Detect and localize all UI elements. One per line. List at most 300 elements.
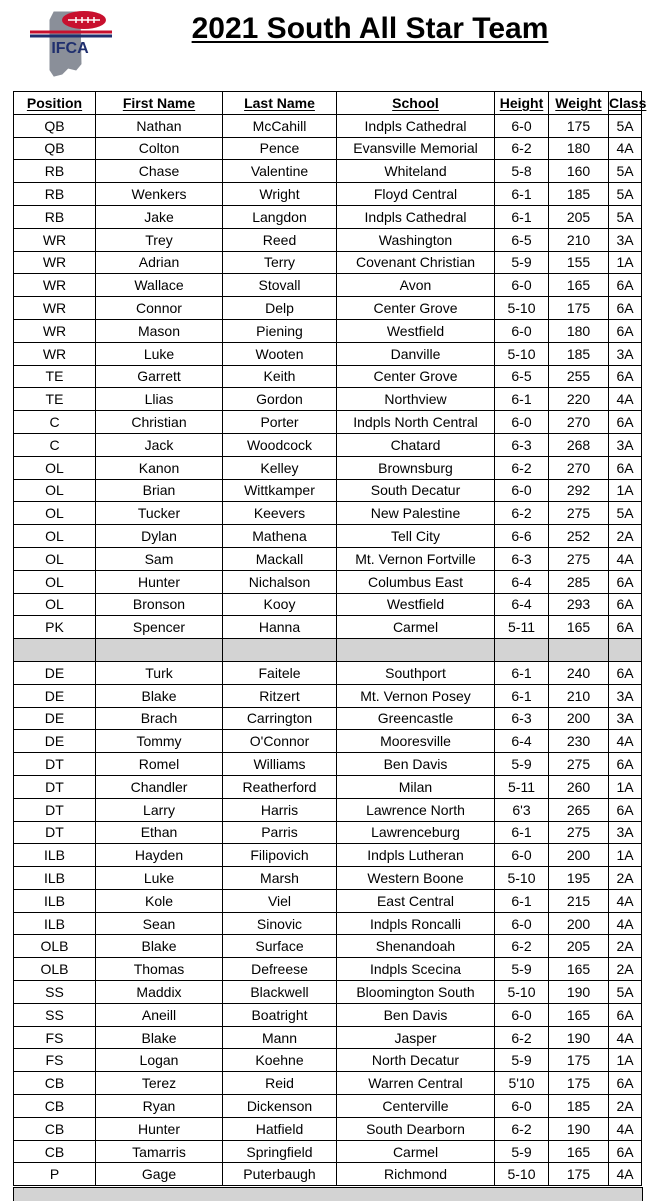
cell-weight: 175 — [549, 1072, 609, 1095]
cell-weight: 165 — [549, 958, 609, 981]
cell-weight: 175 — [549, 114, 609, 137]
cell-position: OL — [14, 593, 96, 616]
cell-weight: 210 — [549, 684, 609, 707]
cell-last-name: Blackwell — [223, 981, 337, 1004]
cell-first-name: Sean — [96, 912, 223, 935]
cell-height: 6-2 — [495, 456, 549, 479]
cell-last-name: Keith — [223, 365, 337, 388]
cell-last-name: Defreese — [223, 958, 337, 981]
cell-height: 5-9 — [495, 753, 549, 776]
cell-height: 6-0 — [495, 912, 549, 935]
table-row — [14, 525, 642, 548]
cell-last-name: Dickenson — [223, 1095, 337, 1118]
cell-last-name: Nichalson — [223, 570, 337, 593]
cell-school: East Central — [337, 889, 495, 912]
cell-height: 5-10 — [495, 297, 549, 320]
table-row — [14, 456, 642, 479]
cell-last-name: Hatfield — [223, 1117, 337, 1140]
table-row — [14, 867, 642, 890]
table-row — [14, 1049, 642, 1072]
cell-class: 4A — [609, 547, 642, 570]
cell-school: South Decatur — [337, 479, 495, 502]
cell-weight: 165 — [549, 1003, 609, 1026]
cell-height: 6-3 — [495, 707, 549, 730]
cell-first-name: Brach — [96, 707, 223, 730]
cell-height: 6-1 — [495, 661, 549, 684]
cell-position: DE — [14, 730, 96, 753]
cell-first-name: Ethan — [96, 821, 223, 844]
cell-last-name: Valentine — [223, 160, 337, 183]
cell-position: RB — [14, 183, 96, 206]
cell-height: 6-5 — [495, 228, 549, 251]
cell-weight: 252 — [549, 525, 609, 548]
cell-school: Westfield — [337, 319, 495, 342]
roster-table — [13, 91, 647, 1186]
logo-text: IFCA — [51, 40, 89, 57]
cell-weight: 292 — [549, 479, 609, 502]
cell-school: Whiteland — [337, 160, 495, 183]
cell-height: 6-4 — [495, 730, 549, 753]
cell-position: ILB — [14, 844, 96, 867]
cell-position: WR — [14, 228, 96, 251]
table-row — [14, 912, 642, 935]
cell-last-name: Piening — [223, 319, 337, 342]
cell-height: 6-1 — [495, 889, 549, 912]
cell-last-name: Porter — [223, 411, 337, 434]
cell-last-name: Sinovic — [223, 912, 337, 935]
cell-weight: 195 — [549, 867, 609, 890]
cell-school: Indpls Cathedral — [337, 114, 495, 137]
cell-class: 4A — [609, 137, 642, 160]
cell-class: 2A — [609, 935, 642, 958]
separator-cell — [223, 639, 337, 662]
roster-body — [14, 114, 642, 1185]
cell-last-name: Langdon — [223, 205, 337, 228]
cell-height: 5-11 — [495, 775, 549, 798]
table-row — [14, 388, 642, 411]
cell-last-name: Terry — [223, 251, 337, 274]
table-row — [14, 707, 642, 730]
separator-cell — [337, 639, 495, 662]
col-height: Height — [495, 92, 549, 115]
cell-class: 5A — [609, 981, 642, 1004]
cell-school: Evansville Memorial — [337, 137, 495, 160]
cell-last-name: Kelley — [223, 456, 337, 479]
cell-position: SS — [14, 1003, 96, 1026]
cell-school: Indpls Roncalli — [337, 912, 495, 935]
col-class: Class — [609, 92, 642, 115]
cell-class: 6A — [609, 753, 642, 776]
cell-last-name: Surface — [223, 935, 337, 958]
cell-last-name: Wittkamper — [223, 479, 337, 502]
cell-first-name: Aneill — [96, 1003, 223, 1026]
cell-last-name: Gordon — [223, 388, 337, 411]
cell-position: DT — [14, 775, 96, 798]
cell-class: 1A — [609, 844, 642, 867]
cell-first-name: Sam — [96, 547, 223, 570]
cell-first-name: Kole — [96, 889, 223, 912]
table-row — [14, 798, 642, 821]
separator-cell — [14, 639, 96, 662]
table-row — [14, 228, 642, 251]
cell-last-name: Mathena — [223, 525, 337, 548]
page-title: 2021 South All Star Team — [191, 12, 549, 45]
cell-school: Indpls Lutheran — [337, 844, 495, 867]
cell-first-name: Terez — [96, 1072, 223, 1095]
cell-weight: 268 — [549, 433, 609, 456]
cell-position: WR — [14, 297, 96, 320]
cell-position: TE — [14, 365, 96, 388]
cell-first-name: Jack — [96, 433, 223, 456]
cell-class: 4A — [609, 1163, 642, 1186]
cell-last-name: Koehne — [223, 1049, 337, 1072]
cell-class: 1A — [609, 479, 642, 502]
table-row — [14, 319, 642, 342]
table-row — [14, 730, 642, 753]
cell-school: Ben Davis — [337, 1003, 495, 1026]
cell-position: ILB — [14, 867, 96, 890]
table-row — [14, 365, 642, 388]
cell-last-name: Stovall — [223, 274, 337, 297]
cell-weight: 185 — [549, 342, 609, 365]
cell-position: RB — [14, 205, 96, 228]
cell-class: 5A — [609, 502, 642, 525]
cell-last-name: Ritzert — [223, 684, 337, 707]
cell-last-name: Puterbaugh — [223, 1163, 337, 1186]
cell-height: 6-4 — [495, 570, 549, 593]
cell-school: Westfield — [337, 593, 495, 616]
separator-cell — [549, 639, 609, 662]
cell-position: OLB — [14, 935, 96, 958]
cell-school: Washington — [337, 228, 495, 251]
cell-school: Danville — [337, 342, 495, 365]
cell-class: 4A — [609, 1026, 642, 1049]
table-row — [14, 661, 642, 684]
cell-position: OL — [14, 570, 96, 593]
cell-position: ILB — [14, 889, 96, 912]
table-row — [14, 433, 642, 456]
cell-first-name: Tommy — [96, 730, 223, 753]
cell-position: SS — [14, 981, 96, 1004]
cell-class: 3A — [609, 684, 642, 707]
cell-weight: 275 — [549, 502, 609, 525]
cell-last-name: Wooten — [223, 342, 337, 365]
cell-class: 4A — [609, 1117, 642, 1140]
cell-last-name: Pence — [223, 137, 337, 160]
cell-last-name: O'Connor — [223, 730, 337, 753]
cell-first-name: Chase — [96, 160, 223, 183]
cell-weight: 180 — [549, 137, 609, 160]
cell-last-name: Faitele — [223, 661, 337, 684]
cell-height: 6-4 — [495, 593, 549, 616]
cell-first-name: Romel — [96, 753, 223, 776]
cell-weight: 190 — [549, 981, 609, 1004]
col-weight: Weight — [549, 92, 609, 115]
cell-position: PK — [14, 616, 96, 639]
table-row — [14, 479, 642, 502]
cell-school: Northview — [337, 388, 495, 411]
cell-class: 6A — [609, 297, 642, 320]
cell-school: Tell City — [337, 525, 495, 548]
cell-first-name: Chandler — [96, 775, 223, 798]
cell-first-name: Kanon — [96, 456, 223, 479]
cell-height: 6-0 — [495, 1003, 549, 1026]
cell-class: 6A — [609, 456, 642, 479]
cell-position: FS — [14, 1026, 96, 1049]
cell-class: 6A — [609, 1140, 642, 1163]
cell-school: Covenant Christian — [337, 251, 495, 274]
cell-school: Indpls Cathedral — [337, 205, 495, 228]
cell-position: WR — [14, 274, 96, 297]
cell-first-name: Colton — [96, 137, 223, 160]
cell-height: 5-9 — [495, 1049, 549, 1072]
cell-weight: 270 — [549, 411, 609, 434]
col-school: School — [337, 92, 495, 115]
cell-class: 3A — [609, 821, 642, 844]
cell-class: 4A — [609, 912, 642, 935]
cell-school: Carmel — [337, 616, 495, 639]
cell-class: 6A — [609, 274, 642, 297]
cell-first-name: Spencer — [96, 616, 223, 639]
cell-class: 6A — [609, 319, 642, 342]
cell-school: Chatard — [337, 433, 495, 456]
cell-weight: 240 — [549, 661, 609, 684]
cell-last-name: Wright — [223, 183, 337, 206]
table-row — [14, 684, 642, 707]
cell-class: 6A — [609, 411, 642, 434]
cell-position: QB — [14, 114, 96, 137]
cell-position: DE — [14, 661, 96, 684]
cell-school: Lawrence North — [337, 798, 495, 821]
cell-height: 6-6 — [495, 525, 549, 548]
cell-school: Columbus East — [337, 570, 495, 593]
cell-height: 6-0 — [495, 411, 549, 434]
cell-first-name: Christian — [96, 411, 223, 434]
cell-school: Indpls North Central — [337, 411, 495, 434]
cell-first-name: Hunter — [96, 1117, 223, 1140]
cell-weight: 275 — [549, 547, 609, 570]
table-row — [14, 205, 642, 228]
cell-position: DT — [14, 753, 96, 776]
cell-school: Mt. Vernon Posey — [337, 684, 495, 707]
cell-class: 6A — [609, 570, 642, 593]
cell-weight: 205 — [549, 935, 609, 958]
cell-school: Mt. Vernon Fortville — [337, 547, 495, 570]
cell-school: Shenandoah — [337, 935, 495, 958]
cell-position: DE — [14, 684, 96, 707]
table-row — [14, 547, 642, 570]
cell-weight: 190 — [549, 1026, 609, 1049]
cell-height: 6-0 — [495, 844, 549, 867]
cell-weight: 165 — [549, 616, 609, 639]
cell-school: Floyd Central — [337, 183, 495, 206]
cell-first-name: Llias — [96, 388, 223, 411]
cell-last-name: McCahill — [223, 114, 337, 137]
cell-weight: 255 — [549, 365, 609, 388]
cell-height: 6-0 — [495, 114, 549, 137]
cell-height: 6-2 — [495, 1026, 549, 1049]
table-row — [14, 1117, 642, 1140]
table-row — [14, 137, 642, 160]
bottom-separator — [13, 1187, 643, 1201]
cell-height: 6-1 — [495, 388, 549, 411]
cell-weight: 200 — [549, 844, 609, 867]
cell-position: OL — [14, 525, 96, 548]
cell-last-name: Keevers — [223, 502, 337, 525]
table-row — [14, 183, 642, 206]
cell-first-name: Tucker — [96, 502, 223, 525]
cell-position: WR — [14, 342, 96, 365]
table-row — [14, 753, 642, 776]
cell-weight: 210 — [549, 228, 609, 251]
cell-height: 5-9 — [495, 1140, 549, 1163]
cell-position: TE — [14, 388, 96, 411]
table-row — [14, 935, 642, 958]
cell-weight: 260 — [549, 775, 609, 798]
cell-school: Brownsburg — [337, 456, 495, 479]
cell-first-name: Hayden — [96, 844, 223, 867]
cell-weight: 160 — [549, 160, 609, 183]
cell-height: 6'3 — [495, 798, 549, 821]
cell-height: 5-10 — [495, 342, 549, 365]
cell-class: 4A — [609, 889, 642, 912]
cell-last-name: Parris — [223, 821, 337, 844]
cell-weight: 175 — [549, 297, 609, 320]
table-row — [14, 981, 642, 1004]
cell-height: 5'10 — [495, 1072, 549, 1095]
cell-school: Indpls Scecina — [337, 958, 495, 981]
cell-last-name: Mackall — [223, 547, 337, 570]
cell-height: 5-10 — [495, 867, 549, 890]
cell-height: 5-11 — [495, 616, 549, 639]
cell-first-name: Logan — [96, 1049, 223, 1072]
cell-last-name: Reed — [223, 228, 337, 251]
cell-position: CB — [14, 1095, 96, 1118]
cell-position: FS — [14, 1049, 96, 1072]
cell-last-name: Williams — [223, 753, 337, 776]
cell-last-name: Marsh — [223, 867, 337, 890]
cell-class: 6A — [609, 593, 642, 616]
cell-weight: 185 — [549, 183, 609, 206]
cell-weight: 155 — [549, 251, 609, 274]
cell-class: 5A — [609, 205, 642, 228]
cell-school: Lawrenceburg — [337, 821, 495, 844]
cell-weight: 180 — [549, 319, 609, 342]
cell-class: 6A — [609, 798, 642, 821]
cell-height: 6-1 — [495, 684, 549, 707]
cell-first-name: Wenkers — [96, 183, 223, 206]
cell-position: CB — [14, 1072, 96, 1095]
cell-class: 1A — [609, 1049, 642, 1072]
cell-first-name: Blake — [96, 1026, 223, 1049]
section-separator — [14, 639, 642, 662]
cell-position: OLB — [14, 958, 96, 981]
table-row — [14, 1072, 642, 1095]
cell-first-name: Brian — [96, 479, 223, 502]
cell-height: 6-2 — [495, 502, 549, 525]
table-row — [14, 889, 642, 912]
cell-last-name: Filipovich — [223, 844, 337, 867]
cell-height: 6-1 — [495, 205, 549, 228]
cell-position: CB — [14, 1117, 96, 1140]
cell-school: Avon — [337, 274, 495, 297]
cell-weight: 205 — [549, 205, 609, 228]
cell-weight: 165 — [549, 1140, 609, 1163]
cell-height: 6-3 — [495, 547, 549, 570]
cell-first-name: Tamarris — [96, 1140, 223, 1163]
cell-first-name: Maddix — [96, 981, 223, 1004]
cell-first-name: Ryan — [96, 1095, 223, 1118]
cell-weight: 175 — [549, 1163, 609, 1186]
cell-first-name: Mason — [96, 319, 223, 342]
cell-weight: 200 — [549, 707, 609, 730]
cell-first-name: Blake — [96, 684, 223, 707]
cell-height: 6-1 — [495, 183, 549, 206]
cell-first-name: Luke — [96, 867, 223, 890]
cell-first-name: Trey — [96, 228, 223, 251]
cell-weight: 175 — [549, 1049, 609, 1072]
table-row — [14, 616, 642, 639]
table-row — [14, 114, 642, 137]
cell-class: 6A — [609, 1072, 642, 1095]
cell-first-name: Hunter — [96, 570, 223, 593]
table-row — [14, 821, 642, 844]
cell-height: 5-10 — [495, 1163, 549, 1186]
cell-height: 6-0 — [495, 274, 549, 297]
table-row — [14, 1095, 642, 1118]
table-row — [14, 160, 642, 183]
table-row — [14, 593, 642, 616]
cell-weight: 285 — [549, 570, 609, 593]
ifca-logo — [24, 6, 116, 82]
cell-school: Western Boone — [337, 867, 495, 890]
cell-first-name: Luke — [96, 342, 223, 365]
cell-weight: 265 — [549, 798, 609, 821]
cell-school: North Decatur — [337, 1049, 495, 1072]
cell-height: 6-2 — [495, 1117, 549, 1140]
table-row — [14, 1003, 642, 1026]
cell-class: 2A — [609, 1095, 642, 1118]
col-first-name: First Name — [96, 92, 223, 115]
separator-cell — [495, 639, 549, 662]
cell-school: Warren Central — [337, 1072, 495, 1095]
cell-school: Bloomington South — [337, 981, 495, 1004]
cell-first-name: Adrian — [96, 251, 223, 274]
cell-first-name: Blake — [96, 935, 223, 958]
cell-class: 5A — [609, 114, 642, 137]
cell-height: 6-5 — [495, 365, 549, 388]
cell-school: Center Grove — [337, 297, 495, 320]
cell-position: DT — [14, 798, 96, 821]
cell-position: OL — [14, 479, 96, 502]
cell-school: Ben Davis — [337, 753, 495, 776]
cell-position: OL — [14, 502, 96, 525]
table-row — [14, 958, 642, 981]
cell-first-name: Turk — [96, 661, 223, 684]
cell-weight: 165 — [549, 274, 609, 297]
table-row — [14, 274, 642, 297]
cell-last-name: Reatherford — [223, 775, 337, 798]
table-row — [14, 775, 642, 798]
cell-weight: 200 — [549, 912, 609, 935]
cell-last-name: Reid — [223, 1072, 337, 1095]
cell-school: South Dearborn — [337, 1117, 495, 1140]
cell-position: DT — [14, 821, 96, 844]
cell-weight: 270 — [549, 456, 609, 479]
cell-class: 6A — [609, 1003, 642, 1026]
cell-last-name: Mann — [223, 1026, 337, 1049]
table-row — [14, 1026, 642, 1049]
